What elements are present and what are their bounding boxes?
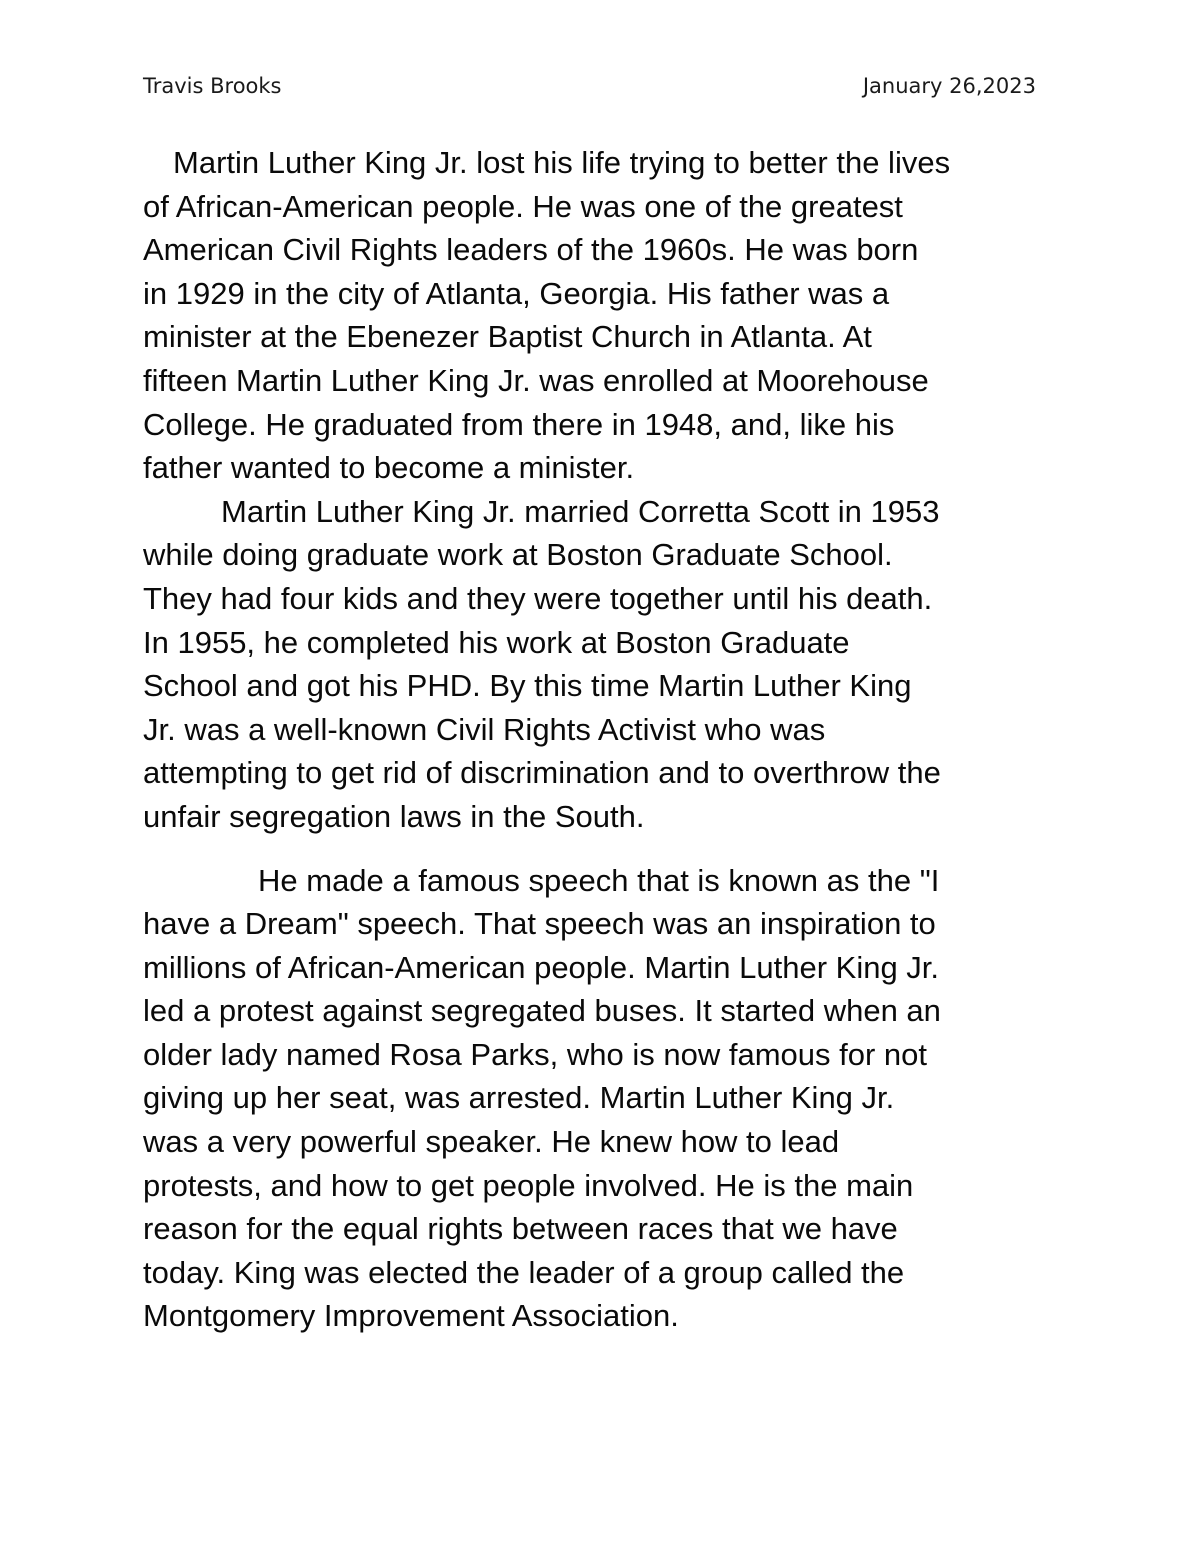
paragraph-line: millions of African-American people. Martin Luther King Jr.	[143, 949, 940, 985]
paragraph-line: reason for the equal rights between races that we have	[143, 1211, 898, 1247]
paragraph-line: father wanted to become a minister.	[143, 450, 635, 486]
paragraph-line: giving up her seat, was arrested. Martin Luther King Jr.	[143, 1080, 895, 1116]
paragraph-line: College. He graduated from there in 1948, and, like his	[143, 406, 895, 442]
paragraph-line: minister at the Ebenezer Baptist Church in Atlanta. At	[143, 319, 872, 355]
paragraph-line: led a protest against segregated buses. It started when an	[143, 993, 941, 1029]
paragraph-line: They had four kids and they were together until his death.	[143, 580, 933, 616]
paragraph-1	[143, 141, 1058, 490]
paragraph-line: Martin Luther King Jr. married Corretta Scott in 1953	[221, 493, 940, 529]
paragraph-3	[143, 859, 1058, 1339]
paragraph-spacer	[143, 839, 1058, 859]
paragraph-line: was a very powerful speaker. He knew how to lead	[143, 1124, 840, 1160]
paragraph-line: have a Dream" speech. That speech was an inspiration to	[143, 906, 936, 942]
paragraph-line: protests, and how to get people involved. He is the main	[143, 1167, 914, 1203]
paragraph-line: in 1929 in the city of Atlanta, Georgia. His father was a	[143, 275, 890, 311]
page-header	[143, 74, 1036, 106]
paragraph-line: Montgomery Improvement Association.	[143, 1298, 679, 1334]
paragraph-line: attempting to get rid of discrimination and to overthrow the	[143, 755, 941, 791]
paragraph-line: older lady named Rosa Parks, who is now famous for not	[143, 1036, 927, 1072]
paragraph-line: today. King was elected the leader of a group called the	[143, 1254, 905, 1290]
paragraph-line: He made a famous speech that is known as the "I	[258, 862, 940, 898]
paragraph-line: School and got his PHD. By this time Martin Luther King	[143, 668, 912, 704]
paragraph-line: American Civil Rights leaders of the 1960s. He was born	[143, 232, 919, 268]
paragraph-line: fifteen Martin Luther King Jr. was enrolled at Moorehouse	[143, 362, 929, 398]
paragraph-line: unfair segregation laws in the South.	[143, 798, 645, 834]
paragraph-line: while doing graduate work at Boston Graduate School.	[143, 537, 893, 573]
paragraph-line: Martin Luther King Jr. lost his life trying to better the lives	[173, 145, 951, 180]
paragraph-2	[143, 490, 1058, 839]
essay-body	[143, 141, 1058, 1338]
author-name: Travis Brooks	[143, 74, 282, 98]
document-date: January 26,2023	[862, 74, 1036, 98]
paragraph-line: Jr. was a well-known Civil Rights Activist who was	[143, 711, 826, 747]
paragraph-line: of African-American people. He was one of the greatest	[143, 188, 903, 224]
paragraph-line: In 1955, he completed his work at Boston Graduate	[143, 624, 850, 660]
